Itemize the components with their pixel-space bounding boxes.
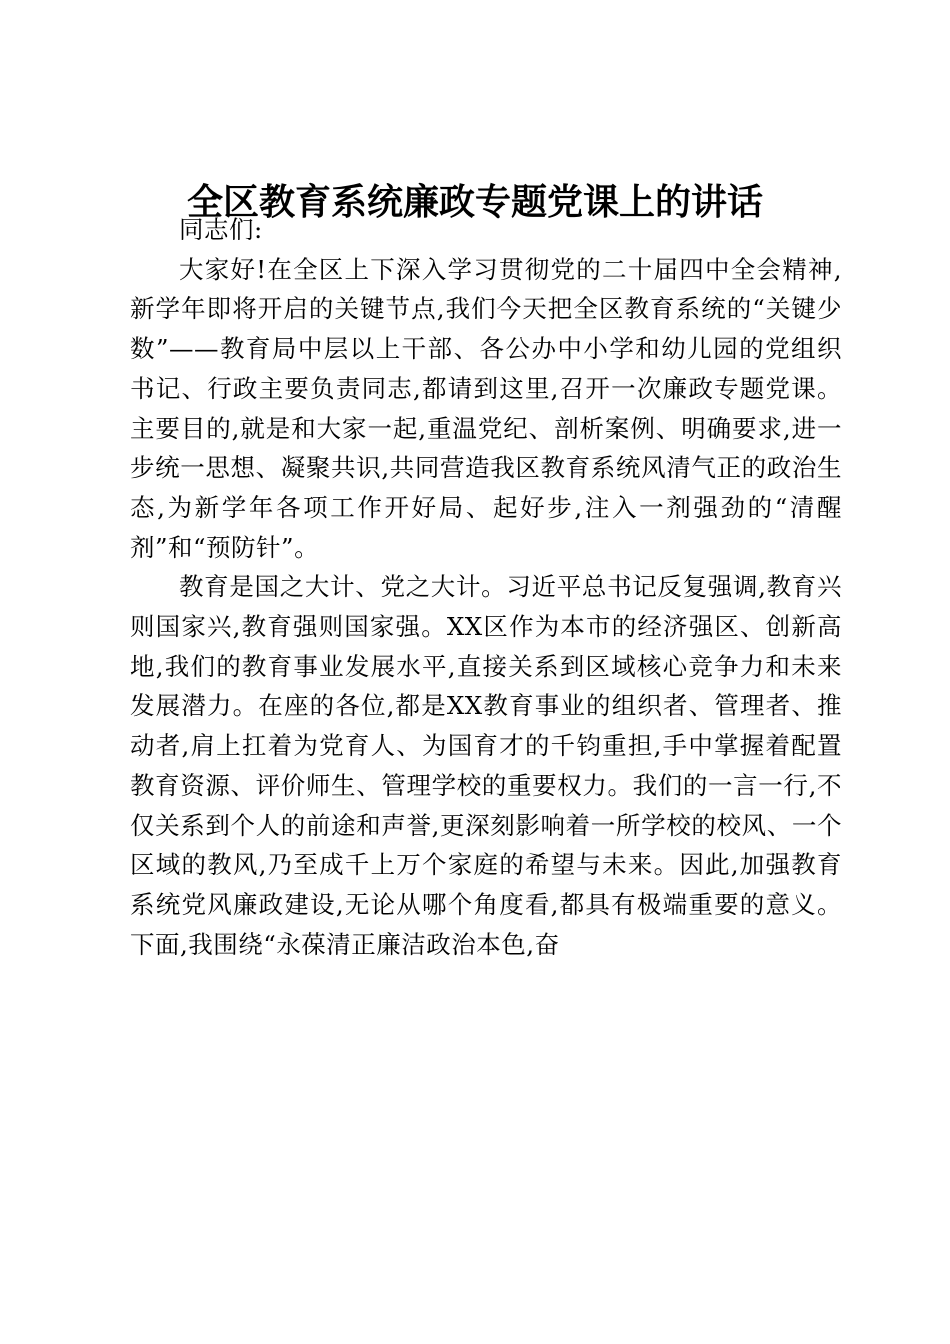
body-paragraph: 教育是国之大计、党之大计。习近平总书记反复强调,教育兴则国家兴,教育强则国家强。XX区作为本市的经济强区、创新高地,我们的教育事业发展水平,直接关系到区域核心竞争力和未来发展潜力。在座的各位,都是XX教育事业的组织者、管理者、推动者,肩上扛着为党育人、为国育才的千钧重担,手中掌握着配置教育资源、评价师生、管理学校的重要权力。我们的一言一行,不仅关系到个人的前途和声誉,更深刻影响着一所学校的校风、一个区域的教风,乃至成千上万个家庭的希望与未来。因此,加强教育系统党风廉政建设,无论从哪个角度看,都具有极端重要的意义。下面,我围绕“永葆清正廉洁政治本色,奋 (130, 572, 842, 959)
salutation-paragraph: 同志们: (179, 215, 263, 244)
body-paragraph: 大家好!在全区上下深入学习贯彻党的二十届四中全会精神,新学年即将开启的关键节点,我们今天把全区教育系统的“关键少数”——教育局中层以上干部、各公办中小学和幼儿园的党组织书记、行政主要负责同志,都请到这里,召开一次廉政专题党课。主要目的,就是和大家一起,重温党纪、剖析案例、明确要求,进一步统一思想、凝聚共识,共同营造我区教育系统风清气正的政治生态,为新学年各项工作开好局、起好步,注入一剂强劲的“清醒剂”和“预防针”。 (130, 254, 842, 562)
document-body (130, 210, 842, 964)
document-title: 全区教育系统廉政专题党课上的讲话 (186, 181, 763, 223)
